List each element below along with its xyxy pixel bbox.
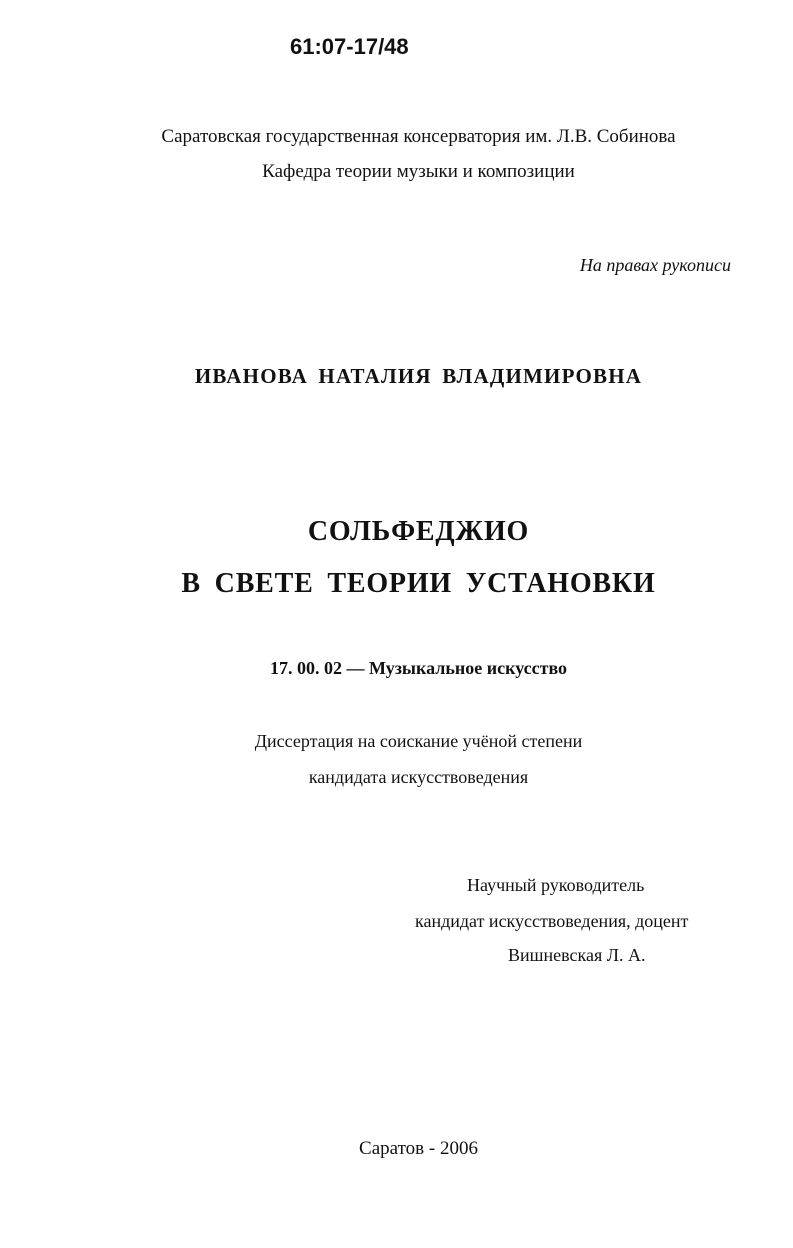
supervisor-rank: кандидат искусствоведения, доцент <box>415 911 689 931</box>
institution-name: Саратовская государственная консерватория им. Л.В. Собинова <box>161 126 676 147</box>
rights-note: На правах рукописи <box>579 255 731 275</box>
title-line-1: СОЛЬФЕДЖИО <box>307 516 530 547</box>
title-line-2: В СВЕТЕ ТЕОРИИ УСТАНОВКИ <box>181 568 656 599</box>
catalog-number: 61:07-17/48 <box>290 34 409 59</box>
degree-line-1: Диссертация на соискание учёной степени <box>254 731 583 751</box>
place-year: Саратов - 2006 <box>359 1138 478 1159</box>
department-name: Кафедра теории музыки и композиции <box>262 161 575 182</box>
degree-line-2: кандидата искусствоведения <box>308 767 529 787</box>
author-name: ИВАНОВА НАТАЛИЯ ВЛАДИМИРОВНА <box>194 364 643 388</box>
specialty-code: 17. 00. 02 — Музыкальное искусство <box>269 658 568 678</box>
supervisor-name: Вишневская Л. А. <box>508 945 646 965</box>
supervisor-role: Научный руководитель <box>467 875 645 895</box>
